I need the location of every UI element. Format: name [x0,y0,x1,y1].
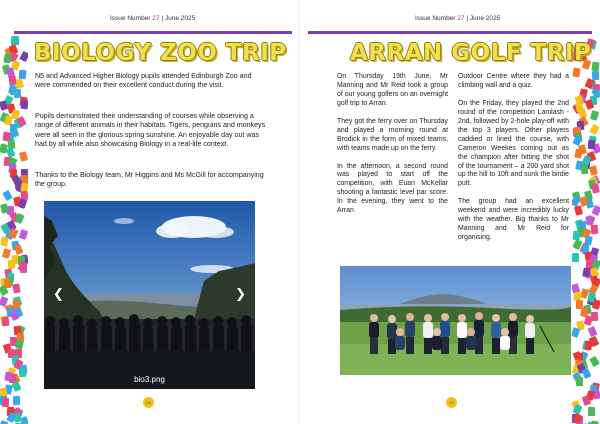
issue-header: Issue Number 27 | June 2025 [110,15,196,22]
confetti-flag [2,317,10,327]
article-paragraph: Pupils demonstrated their understanding of courses while observing a range of different animals in their habitats. Tigers, penguins and monkeys were all seen in the glorious spring sunshine. An enjoyable day out was had by all while also showcasing Biology in a real-life context. [35,112,266,149]
confetti-flag [14,244,24,255]
confetti-flag [588,140,596,149]
confetti-flag [19,51,28,62]
confetti-flag [590,110,599,121]
image-gallery[interactable] [44,201,255,389]
confetti-border [572,36,600,424]
right-page [300,0,600,424]
confetti-flag [0,236,9,246]
issue-header: Issue Number 27 | June 2025 [415,15,501,22]
page-title: ARRAN GOLF TRIP [350,40,592,66]
confetti-flag [19,368,27,378]
confetti-flag [4,372,12,382]
confetti-flag [576,377,583,386]
header-rule [308,31,592,34]
confetti-flag [591,62,599,72]
confetti-flag [18,198,28,209]
confetti-flag [584,315,594,326]
confetti-flag [572,327,580,338]
confetti-flag [572,68,580,78]
issue-date: June 2025 [469,15,501,22]
image-caption: bio3.png [134,375,165,384]
confetti-flag [14,213,24,224]
article-paragraph: The group had an excellent weekend and were incredibly lucky with the weather. Big thanks to Mr Manning and Mr Reid for organising. [458,198,569,242]
chevron-right-icon[interactable]: ❯ [235,287,246,302]
confetti-flag [591,183,600,193]
confetti-flag [590,421,598,424]
confetti-flag [589,124,599,135]
confetti-flag [3,53,11,63]
confetti-flag [585,215,593,225]
issue-number: 27 [457,15,465,22]
header-rule [14,31,292,34]
confetti-border [0,36,28,424]
confetti-flag [12,283,21,293]
golf-team-photo [340,266,571,375]
article-column-right [458,73,569,252]
page-title: BIOLOGY ZOO TRIP [34,40,287,66]
confetti-flag [581,165,589,175]
page-number: 27 [446,397,457,408]
confetti-flag [574,148,583,158]
zoo-photo [44,201,255,389]
confetti-flag [11,381,21,392]
confetti-flag [592,299,600,309]
chevron-left-icon[interactable]: ❮ [53,287,64,302]
confetti-flag [591,225,599,235]
confetti-flag [13,396,20,405]
article-paragraph: Thanks to the Biology team, Mr Higgins and Ms McGill for accompanying the group. [35,171,264,189]
confetti-flag [589,356,600,367]
article-paragraph: In the afternoon, a second round was played to start off the competition, with Euan McKellar shooting a fantastic level par score. In the evening, they went to the Arran [337,162,448,215]
article-paragraph: N5 and Advanced Higher Biology pupils attended Edinburgh Zoo and were commended on their excellent conduct during the visit. [35,72,252,90]
confetti-flag [2,190,12,201]
confetti-flag [572,253,579,262]
issue-number: 27 [152,15,160,22]
article-paragraph: On Thursday 19th June, Mr Manning and Mr Reid took a group of our young golfers on an overnight golf trip to Arran. [337,73,448,107]
confetti-flag [589,165,598,176]
confetti-flag [2,398,9,407]
confetti-flag [2,248,11,259]
confetti-flag [584,341,592,351]
issue-date: June 2025 [164,15,196,22]
confetti-flag [588,407,595,416]
confetti-flag [19,151,28,161]
confetti-flag [587,326,597,337]
article-paragraph: Outdoor Centre where they had a climbing wall and a quiz. [458,73,569,89]
page-number: 26 [143,397,154,408]
confetti-flag [10,124,17,133]
confetti-flag [21,100,28,110]
article-paragraph: On the Friday, they played the 2nd round of the competition Lamlash - 2nd, followed by 2-hole play-off with the top 3 players. Other players caddied or lined the course, with Cameron Weekes coming out as the champion after hitting the shot of the tournament – a 200 yard shot up the hill to 10ft and sunk the birdie putt. [458,99,569,188]
article-column-left [337,73,448,225]
article-paragraph: They got the ferry over on Thursday and played a morning round at Brodick in the form of mixed teams, with teams made up on the ferry. [337,117,448,152]
confetti-flag [19,229,28,240]
